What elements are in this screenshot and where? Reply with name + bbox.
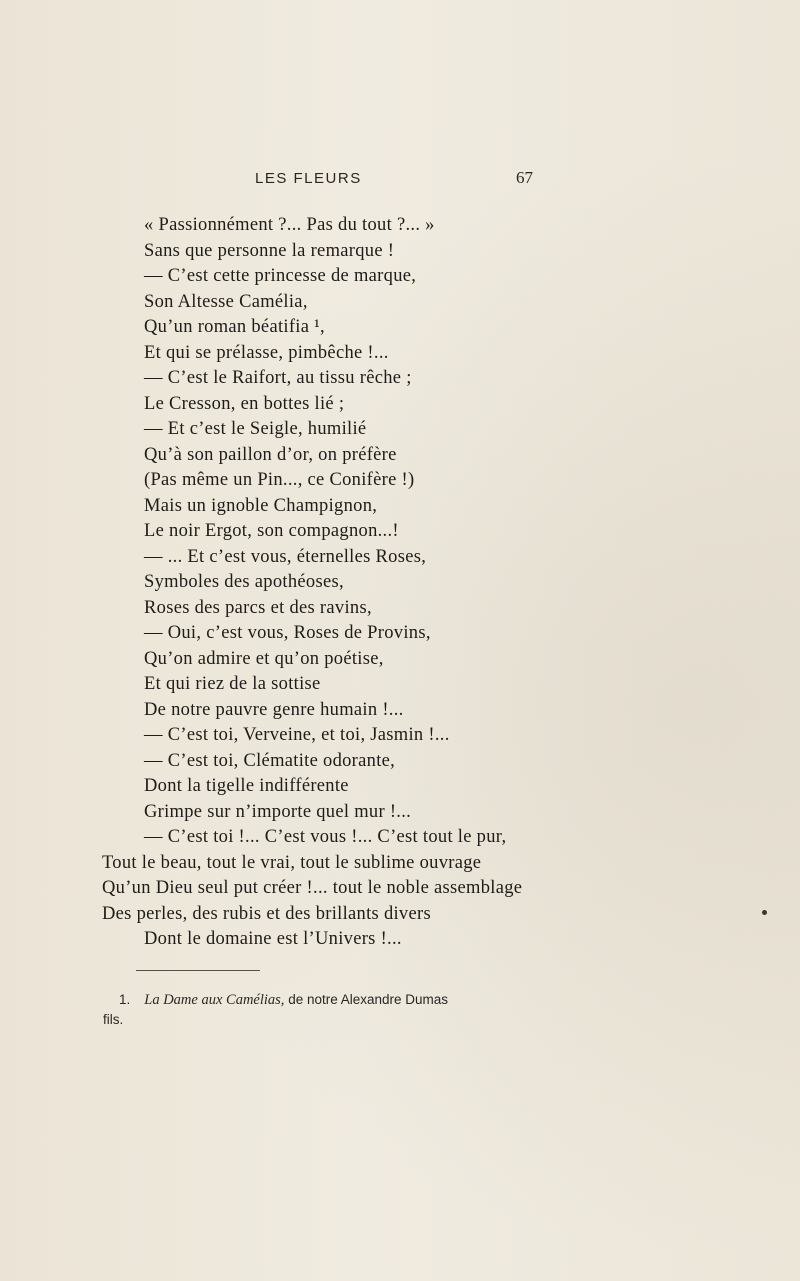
poem-line: « Passionnément ?... Pas du tout ?... » (144, 215, 435, 235)
footnote-book-title: La Dame aux Camélias, (144, 992, 285, 1008)
poem-line: Mais un ignoble Champignon, (144, 495, 378, 516)
poem-line: Dont la tigelle indifférente (144, 776, 349, 796)
poem-line: — C’est toi !... C’est vous !... C’est tout le pur, (144, 827, 507, 847)
poem-line: Et qui riez de la sottise (144, 674, 321, 694)
poem-line: Son Altesse Camélia, (144, 291, 308, 312)
poem-line: Dont le domaine est l’Univers !... (144, 929, 402, 949)
page-number: 67 (516, 168, 533, 187)
poem-body (102, 213, 722, 953)
poem-line: Le Cresson, en bottes lié ; (144, 393, 345, 414)
poem-line: Qu’à son paillon d’or, on préfère (144, 444, 397, 465)
poem-line: Qu’un roman béatifia ¹, (144, 317, 325, 337)
poem-line: — Et c’est le Seigle, humilié (144, 419, 367, 439)
poem-line: Symboles des apothéoses, (144, 572, 344, 592)
poem-line: — C’est le Raifort, au tissu rêche ; (144, 368, 412, 388)
poem-line: Tout le beau, tout le vrai, tout le sublime ouvrage (102, 852, 482, 873)
poem-line: — Oui, c’est vous, Roses de Provins, (144, 623, 431, 643)
poem-line: — ... Et c’est vous, éternelles Roses, (144, 546, 427, 567)
poem-line: — C’est toi, Clématite odorante, (144, 750, 396, 771)
poem-line: Grimpe sur n’importe quel mur !... (144, 801, 412, 822)
poem-line: Qu’un Dieu seul put créer !... tout le noble assemblage (102, 878, 523, 898)
poem-line: Sans que personne la remarque ! (144, 240, 395, 261)
poem-line: Des perles, des rubis et des brillants divers (102, 903, 431, 924)
footnote-separator (136, 970, 260, 971)
footnote-text: de notre Alexandre Dumas (288, 992, 449, 1007)
poem-line: Et qui se prélasse, pimbêche !... (144, 342, 389, 363)
footnote-marker: 1. (119, 992, 131, 1007)
poem-line: (Pas même un Pin..., ce Conifère !) (144, 470, 415, 490)
poem-line: — C’est toi, Verveine, et toi, Jasmin !... (144, 725, 450, 745)
poem-line: De notre pauvre genre humain !... (144, 699, 404, 720)
footnote (103, 990, 563, 1029)
poem-line: Roses des parcs et des ravins, (144, 597, 372, 618)
poem-line: — C’est cette princesse de marque, (144, 266, 417, 286)
ink-speck (762, 910, 767, 915)
poem-line: Qu’on admire et qu’on poétise, (144, 648, 384, 669)
running-title: LES FLEURS (255, 170, 362, 187)
poem-line: Le noir Ergot, son compagnon...! (144, 521, 399, 541)
footnote-text-continued: fils. (103, 1012, 124, 1027)
